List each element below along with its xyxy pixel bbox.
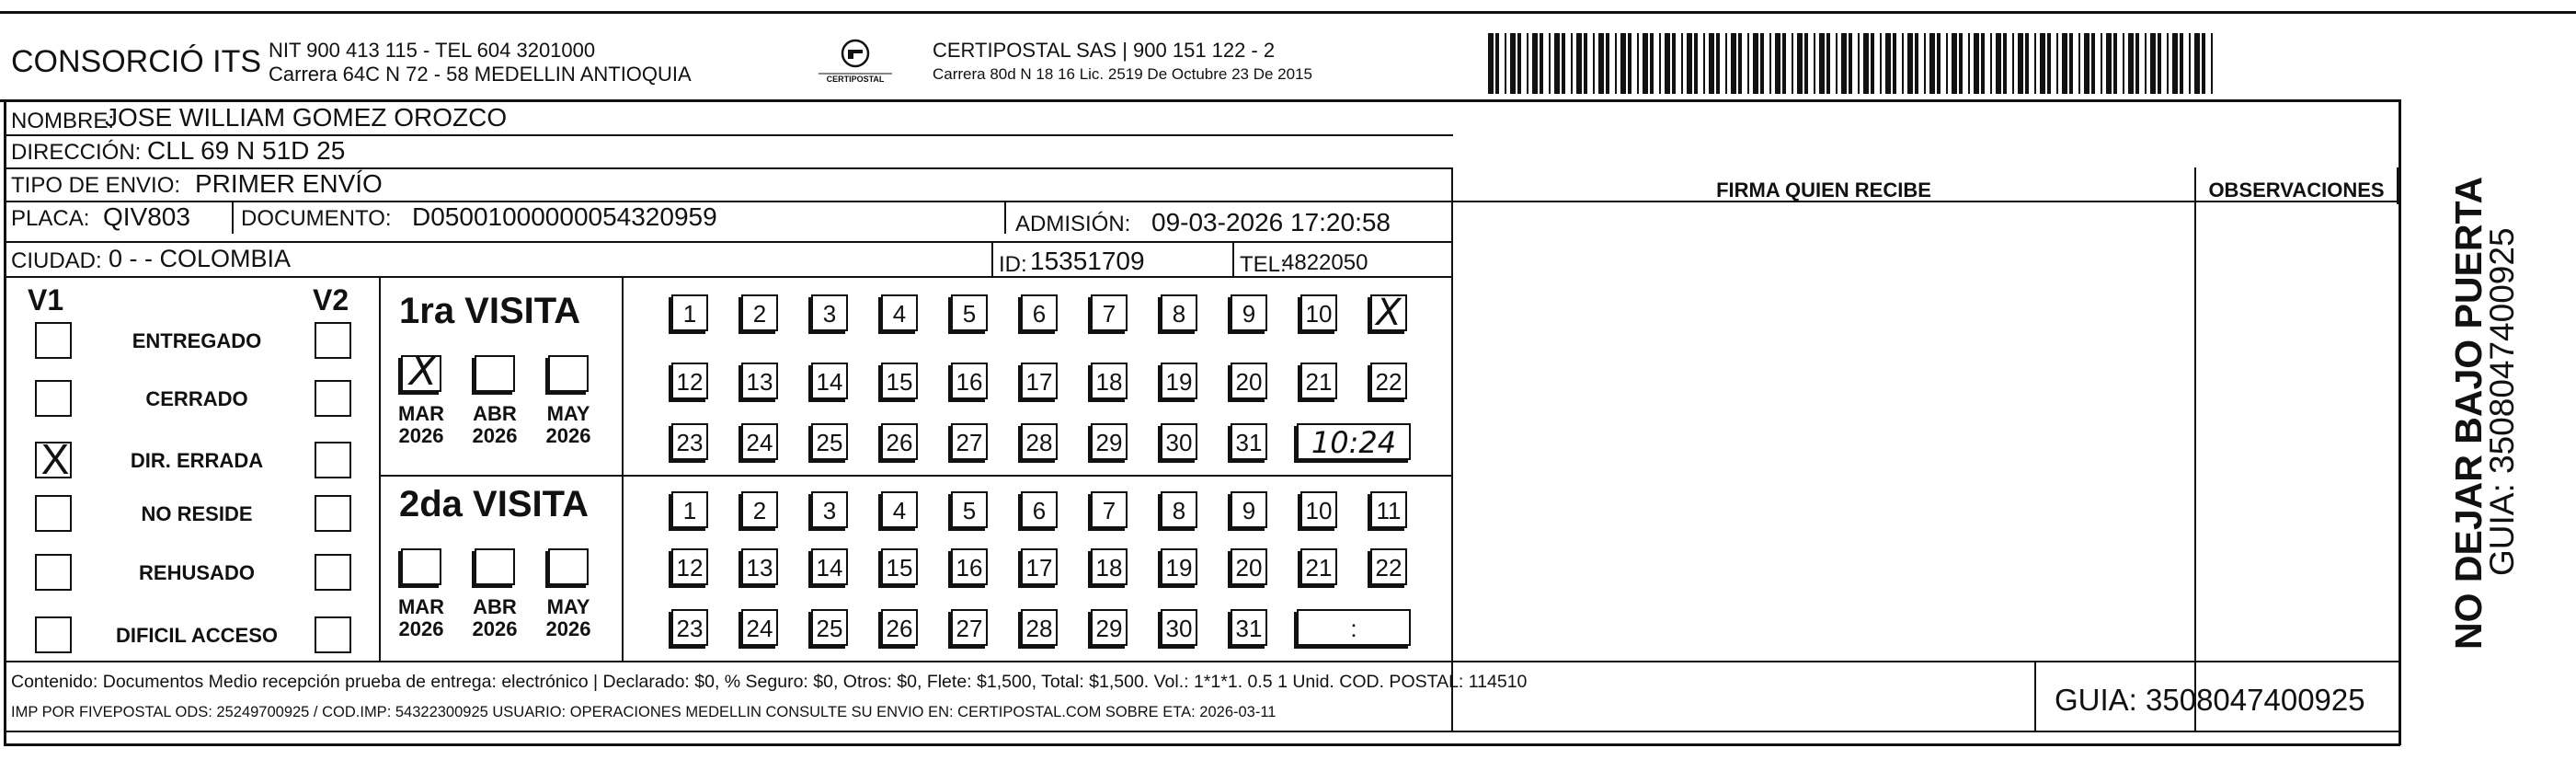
col-line — [991, 241, 993, 276]
col-line — [232, 201, 234, 234]
day-box[interactable]: 6 — [1021, 491, 1058, 528]
barcode-bar — [1871, 33, 1874, 94]
day-box[interactable]: 13 — [741, 548, 778, 585]
barcode-bar — [1598, 33, 1604, 94]
visit-divider-line — [622, 276, 624, 661]
day-box[interactable]: 5 — [951, 491, 988, 528]
barcode-bar — [1836, 33, 1838, 94]
row-line — [4, 276, 1453, 278]
barcode-bar — [2135, 33, 2139, 94]
day-box[interactable]: 11 — [1370, 491, 1407, 528]
ciudad-label: CIUDAD: — [11, 248, 102, 273]
v1-checkbox[interactable] — [35, 380, 72, 417]
day-box[interactable]: 8 — [1161, 294, 1197, 331]
row-line — [4, 241, 1453, 243]
day-box[interactable]: 15 — [881, 548, 918, 585]
day-box[interactable]: 25 — [811, 423, 848, 460]
barcode-bar — [1924, 33, 1926, 94]
contenido-text: Contenido: Documentos Medio recepción prueba de entrega: electrónico | Declarado: $0, % Seguro: $0, Otros: $0, Flete: $1,500, Total: $1,500. Vol.: 1*1*1. 0.5 1 Unid. COD. POSTAL: 114510 — [11, 672, 1528, 692]
day-box[interactable]: 3 — [811, 294, 848, 331]
barcode-bar — [2034, 33, 2036, 94]
day-box[interactable]: 24 — [741, 423, 778, 460]
obs-right-line — [2397, 167, 2399, 204]
barcode-bar — [1549, 33, 1551, 94]
day-box[interactable]: 18 — [1091, 548, 1128, 585]
barcode-bar — [1804, 33, 1808, 94]
day-box[interactable]: 23 — [671, 423, 708, 460]
admision-value: 09-03-2026 17:20:58 — [1151, 208, 1391, 236]
day-box[interactable]: 26 — [881, 609, 918, 646]
day-box[interactable]: 30 — [1161, 609, 1197, 646]
barcode-bar — [1725, 33, 1727, 94]
month-name: MAR — [397, 402, 445, 425]
barcode-bar — [1990, 33, 1992, 94]
barcode-bar — [1952, 33, 1957, 94]
documento-value: D05001000000054320959 — [412, 202, 717, 231]
form-top-line — [0, 99, 2400, 102]
barcode-bar — [1747, 33, 1749, 94]
day-box[interactable]: 31 — [1231, 423, 1267, 460]
day-box[interactable]: 10 — [1300, 491, 1337, 528]
v2-checkbox[interactable] — [315, 554, 351, 591]
col-line — [1232, 241, 1234, 276]
day-box[interactable]: X — [1370, 294, 1407, 331]
barcode-bar — [1738, 33, 1742, 94]
time-box[interactable]: : — [1297, 609, 1411, 646]
v1-checkbox[interactable] — [35, 435, 72, 483]
month-checkbox[interactable] — [475, 548, 515, 585]
month-year: 2026 — [472, 424, 518, 447]
day-box[interactable]: 27 — [951, 609, 988, 646]
certipostal-logo — [809, 37, 901, 88]
month-year: 2026 — [398, 617, 444, 640]
status-label: REHUSADO — [139, 561, 255, 584]
v2-checkbox[interactable] — [315, 380, 351, 417]
barcode-bar — [1606, 33, 1609, 94]
v1-header: V1 — [28, 283, 64, 317]
day-box[interactable]: 20 — [1231, 363, 1267, 399]
month-label — [394, 403, 449, 447]
day-box[interactable]: 4 — [881, 491, 918, 528]
barcode-bar — [1554, 33, 1560, 94]
day-box[interactable]: 24 — [741, 609, 778, 646]
day-box[interactable]: 2 — [741, 294, 778, 331]
barcode-bar — [2158, 33, 2161, 94]
day-box[interactable]: 12 — [671, 363, 708, 399]
barcode-bar — [1959, 33, 1963, 94]
barcode-bar — [1782, 33, 1786, 94]
status-label: DIR. ERRADA — [130, 449, 264, 472]
month-label — [394, 596, 449, 640]
tipo-envio-value: PRIMER ENVÍO — [195, 169, 383, 198]
day-box[interactable]: 4 — [881, 294, 918, 331]
day-box[interactable]: 25 — [811, 609, 848, 646]
barcode-bar — [2106, 33, 2112, 94]
id-label: ID: — [999, 252, 1027, 277]
v2-checkbox[interactable] — [315, 442, 351, 478]
barcode-bar — [1637, 33, 1639, 94]
barcode-bar — [1797, 33, 1803, 94]
logo-text: CERTIPOSTAL — [826, 75, 885, 84]
status-right-line — [379, 276, 381, 661]
month-label — [467, 403, 522, 447]
day-box[interactable]: 14 — [811, 363, 848, 399]
barcode-bar — [1620, 33, 1626, 94]
month-name: MAR — [397, 595, 445, 618]
barcode-bar — [2084, 33, 2089, 94]
month-checkbox[interactable] — [401, 548, 441, 585]
v2-header: V2 — [313, 283, 349, 317]
placa-value: QIV803 — [103, 202, 190, 231]
nombre-label: NOMBRE: — [11, 109, 115, 133]
check-mark: X — [40, 435, 70, 483]
side-warning: NO DEJAR BAJO PUERTA — [2447, 176, 2490, 650]
barcode-bar — [2018, 33, 2023, 94]
day-box[interactable]: 6 — [1021, 294, 1058, 331]
month-checkbox[interactable] — [548, 548, 589, 585]
address-line: Carrera 64C N 72 - 58 MEDELLIN ANTIOQUIA — [269, 63, 692, 86]
barcode-bar — [2101, 33, 2102, 94]
barcode-bar — [2091, 33, 2095, 94]
barcode-bar — [1532, 33, 1538, 94]
month-year: 2026 — [545, 424, 591, 447]
day-box[interactable]: 27 — [951, 423, 988, 460]
v2-checkbox[interactable] — [315, 616, 351, 653]
day-box[interactable]: 5 — [951, 294, 988, 331]
day-box[interactable]: 9 — [1231, 294, 1267, 331]
barcode-bar — [1703, 33, 1705, 94]
barcode-bar — [1937, 33, 1941, 94]
day-box[interactable]: 7 — [1091, 294, 1128, 331]
day-box[interactable]: 29 — [1091, 609, 1128, 646]
month-year: 2026 — [472, 617, 518, 640]
barcode-image — [1488, 33, 2218, 94]
check-mark: X — [408, 348, 438, 395]
day-box[interactable]: 19 — [1161, 548, 1197, 585]
barcode-bar — [1540, 33, 1543, 94]
barcode-bar — [1814, 33, 1815, 94]
day-box[interactable]: 3 — [811, 491, 848, 528]
firma-left-line — [1451, 167, 1453, 732]
barcode-bar — [1650, 33, 1654, 94]
barcode-bar — [1659, 33, 1661, 94]
footer-top-line — [4, 661, 2400, 662]
barcode-bar — [2145, 33, 2147, 94]
day-box[interactable]: 9 — [1231, 491, 1267, 528]
barcode-bar — [1974, 33, 1979, 94]
v1-checkbox[interactable] — [35, 495, 72, 532]
barcode-bar — [2025, 33, 2029, 94]
barcode-bar — [1517, 33, 1521, 94]
direccion-label: DIRECCIÓN: — [11, 140, 142, 165]
barcode-bar — [1996, 33, 2001, 94]
barcode-bar — [1495, 33, 1499, 94]
barcode-bar — [1858, 33, 1860, 94]
barcode-bar — [1687, 33, 1692, 94]
day-box[interactable]: 1 — [671, 294, 708, 331]
direccion-value: CLL 69 N 51D 25 — [147, 136, 346, 165]
barcode-bar — [2003, 33, 2007, 94]
day-box[interactable]: 22 — [1370, 548, 1407, 585]
barcode-bar — [1841, 33, 1847, 94]
footer-guia: GUIA: 3508047400925 — [2055, 683, 2365, 717]
barcode-bar — [1792, 33, 1793, 94]
barcode-bar — [1615, 33, 1617, 94]
barcode-bar — [1946, 33, 1948, 94]
barcode-bar — [2047, 33, 2051, 94]
firma-header: FIRMA QUIEN RECIBE — [1716, 178, 1931, 202]
month-checkbox[interactable] — [401, 348, 441, 395]
barcode-bar — [1826, 33, 1830, 94]
status-label: CERRADO — [145, 387, 248, 410]
barcode-bar — [1929, 33, 1935, 94]
carrier-license: Carrera 80d N 18 16 Lic. 2519 De Octubre 23 De 2015 — [933, 65, 1312, 83]
form-left-line — [4, 99, 6, 745]
month-label — [541, 596, 596, 640]
status-label: NO RESIDE — [141, 502, 253, 525]
day-box[interactable]: 23 — [671, 609, 708, 646]
day-box[interactable]: 13 — [741, 363, 778, 399]
barcode-bar — [1981, 33, 1985, 94]
form-bottom-inner-line — [4, 731, 2400, 732]
day-box[interactable]: 29 — [1091, 423, 1128, 460]
barcode-bar — [1760, 33, 1764, 94]
month-name: ABR — [473, 595, 517, 618]
barcode — [1488, 33, 2218, 94]
v2-checkbox[interactable] — [315, 322, 351, 359]
barcode-bar — [1753, 33, 1758, 94]
v1-checkbox[interactable] — [35, 322, 72, 359]
company-name: CONSORCIÓ ITS — [11, 44, 262, 79]
day-box[interactable]: 21 — [1300, 363, 1337, 399]
day-box[interactable]: 21 — [1300, 548, 1337, 585]
barcode-bar — [2113, 33, 2117, 94]
barcode-bar — [1819, 33, 1825, 94]
v2-checkbox[interactable] — [315, 495, 351, 532]
barcode-bar — [2128, 33, 2134, 94]
visit1-title: 1ra VISITA — [399, 291, 581, 331]
barcode-bar — [2167, 33, 2169, 94]
barcode-bar — [1769, 33, 1771, 94]
status-label: DIFICIL ACCESO — [115, 624, 278, 647]
month-year: 2026 — [545, 617, 591, 640]
v1-checkbox[interactable] — [35, 554, 72, 591]
month-name: MAY — [546, 595, 590, 618]
barcode-bar — [2056, 33, 2058, 94]
month-label — [467, 596, 522, 640]
admision-label: ADMISIÓN: — [1015, 212, 1131, 236]
placa-label: PLACA: — [11, 206, 90, 231]
day-box[interactable]: 26 — [881, 423, 918, 460]
day-box[interactable]: 19 — [1161, 363, 1197, 399]
barcode-bar — [1849, 33, 1852, 94]
visit2-title: 2da VISITA — [399, 484, 589, 524]
barcode-bar — [1562, 33, 1565, 94]
barcode-bar — [1893, 33, 1896, 94]
day-box[interactable]: 1 — [671, 491, 708, 528]
form-right-line — [2399, 99, 2401, 745]
day-box[interactable]: 17 — [1021, 548, 1058, 585]
barcode-bar — [1694, 33, 1698, 94]
barcode-bar — [1628, 33, 1631, 94]
barcode-bar — [1863, 33, 1869, 94]
v1-checkbox[interactable] — [35, 616, 72, 653]
visit-separator-line — [379, 475, 1453, 477]
barcode-bar — [2078, 33, 2080, 94]
month-label — [541, 403, 596, 447]
barcode-bar — [1968, 33, 1970, 94]
month-year: 2026 — [398, 424, 444, 447]
barcode-bar — [2194, 33, 2200, 94]
day-box[interactable]: 28 — [1021, 423, 1058, 460]
month-checkbox[interactable] — [475, 355, 515, 392]
day-box[interactable]: 7 — [1091, 491, 1128, 528]
nombre-value: JOSE WILLIAM GOMEZ OROZCO — [105, 103, 508, 132]
day-box[interactable]: 15 — [881, 363, 918, 399]
barcode-bar — [2150, 33, 2156, 94]
barcode-bar — [2202, 33, 2205, 94]
barcode-bar — [1576, 33, 1582, 94]
day-box[interactable]: 28 — [1021, 609, 1058, 646]
barcode-bar — [2062, 33, 2067, 94]
barcode-bar — [2123, 33, 2124, 94]
side-guia: GUIA: 3508047400925 — [2483, 227, 2521, 576]
day-box[interactable]: 18 — [1091, 363, 1128, 399]
time-box[interactable]: 10:24 — [1297, 423, 1411, 460]
barcode-bar — [2069, 33, 2073, 94]
id-value: 15351709 — [1030, 247, 1145, 275]
day-box[interactable]: 10 — [1300, 294, 1337, 331]
barcode-bar — [1907, 33, 1913, 94]
form-bottom-line — [4, 743, 2400, 746]
day-box[interactable]: 14 — [811, 548, 848, 585]
barcode-bar — [1665, 33, 1670, 94]
barcode-bar — [2172, 33, 2178, 94]
barcode-bar — [1775, 33, 1780, 94]
barcode-bar — [2012, 33, 2014, 94]
day-box[interactable]: 16 — [951, 363, 988, 399]
barcode-bar — [1571, 33, 1573, 94]
barcode-bar — [1510, 33, 1516, 94]
tel-label: TEL: — [1240, 252, 1287, 277]
day-box[interactable]: 2 — [741, 491, 778, 528]
imp-text: IMP POR FIVEPOSTAL ODS: 25249700925 / COD.IMP: 54322300925 USUARIO: OPERACIONES MEDELLIN CONSULTE SU ENVIO EN: CERTIPOSTAL.COM SOBRE ETA: 2026-03-11 — [11, 704, 1277, 720]
documento-label: DOCUMENTO: — [241, 206, 392, 231]
day-box[interactable]: 16 — [951, 548, 988, 585]
barcode-bar — [1672, 33, 1676, 94]
barcode-bar — [2211, 33, 2213, 94]
status-label: ENTREGADO — [132, 329, 262, 352]
barcode-bar — [1885, 33, 1891, 94]
month-name: ABR — [473, 402, 517, 425]
month-checkbox[interactable] — [548, 355, 589, 392]
nit-line: NIT 900 413 115 - TEL 604 3201000 — [269, 39, 596, 62]
barcode-bar — [2180, 33, 2183, 94]
obs-left-line — [2194, 167, 2196, 732]
barcode-bar — [1643, 33, 1648, 94]
barcode-bar — [1681, 33, 1683, 94]
barcode-bar — [1584, 33, 1587, 94]
barcode-bar — [1915, 33, 1918, 94]
tipo-envio-label: TIPO DE ENVIO: — [11, 173, 181, 198]
barcode-bar — [1505, 33, 1506, 94]
barcode-bar — [1731, 33, 1736, 94]
top-border — [0, 11, 2576, 14]
carrier-line: CERTIPOSTAL SAS | 900 151 122 - 2 — [933, 39, 1276, 62]
day-box[interactable]: 12 — [671, 548, 708, 585]
day-box[interactable]: 30 — [1161, 423, 1197, 460]
barcode-bar — [1902, 33, 1904, 94]
barcode-bar — [2189, 33, 2191, 94]
tel-value: 4822050 — [1282, 250, 1368, 275]
observaciones-header: OBSERVACIONES — [2208, 178, 2385, 202]
col-line — [1004, 201, 1006, 234]
day-box[interactable]: 20 — [1231, 548, 1267, 585]
footer-guia-line — [2034, 661, 2036, 732]
barcode-bar — [1527, 33, 1528, 94]
day-box[interactable]: 22 — [1370, 363, 1407, 399]
ciudad-value: 0 - - COLOMBIA — [109, 245, 292, 272]
month-name: MAY — [546, 402, 590, 425]
day-box[interactable]: 8 — [1161, 491, 1197, 528]
barcode-bar — [1488, 33, 1494, 94]
day-box[interactable]: 17 — [1021, 363, 1058, 399]
barcode-bar — [1709, 33, 1714, 94]
barcode-bar — [1716, 33, 1720, 94]
day-box[interactable]: 31 — [1231, 609, 1267, 646]
barcode-bar — [1593, 33, 1595, 94]
barcode-bar — [2040, 33, 2045, 94]
barcode-bar — [1880, 33, 1882, 94]
row-line — [4, 201, 2400, 202]
